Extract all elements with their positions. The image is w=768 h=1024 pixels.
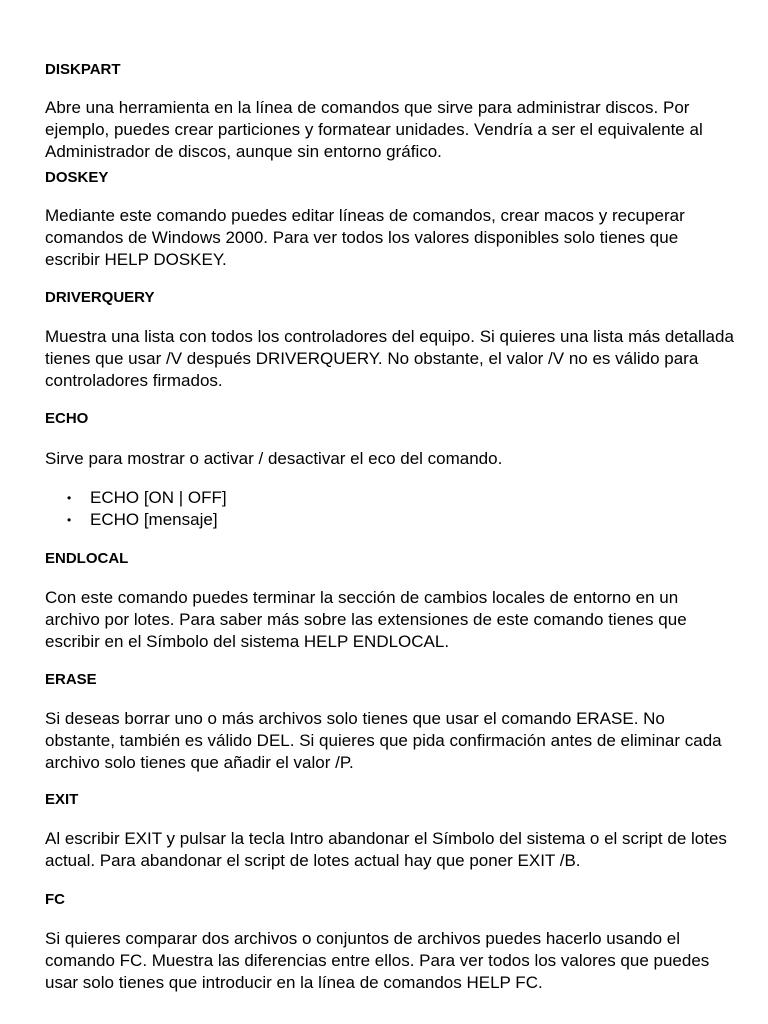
paragraph-doskey: Mediante este comando puedes editar líneas de comandos, crear macos y recuperar comandos de Windows 2000. Para ver todos los valores disponibles solo tienes que escribir HELP DOSKEY.: [45, 206, 685, 269]
echo-bullet-list: [45, 487, 227, 531]
paragraph-driverquery: Muestra una lista con todos los controladores del equipo. Si quieres una lista más detallada tienes que usar /V después DRIVERQUERY. No obstante, el valor /V no es válido para controladores firmados.: [45, 327, 734, 390]
heading-exit: EXIT: [45, 791, 79, 808]
paragraph-fc: Si quieres comparar dos archivos o conjuntos de archivos puedes hacerlo usando el comando FC. Muestra las diferencias entre ellos. Para ver todos los valores que puedes usar solo tienes que introducir en la línea de comandos HELP FC.: [45, 929, 710, 992]
bullet-icon: •: [67, 491, 72, 505]
heading-erase: ERASE: [45, 671, 97, 688]
paragraph-exit: Al escribir EXIT y pulsar la tecla Intro abandonar el Símbolo del sistema o el script de lotes actual. Para abandonar el script de lotes actual hay que poner EXIT /B.: [45, 829, 727, 870]
heading-endlocal: ENDLOCAL: [45, 550, 129, 567]
paragraph-endlocal: Con este comando puedes terminar la sección de cambios locales de entorno en un archivo por lotes. Para saber más sobre las extensiones de este comando tienes que escribir en el Símbolo del sistema HELP ENDLOCAL.: [45, 588, 687, 651]
paragraph-diskpart: Abre una herramienta en la línea de comandos que sirve para administrar discos. Por ejemplo, puedes crear particiones y formatear unidades. Vendría a ser el equivalente al Administrador de discos, aunque sin entorno gráfico.: [45, 98, 703, 161]
heading-diskpart: DISKPART: [45, 61, 121, 78]
list-item-text: ECHO [ON | OFF]: [90, 488, 227, 507]
list-item: [45, 487, 227, 509]
paragraph-echo: Sirve para mostrar o activar / desactivar el eco del comando.: [45, 449, 503, 468]
list-item: [45, 509, 227, 531]
bullet-icon: •: [67, 513, 72, 527]
list-item-text: ECHO [mensaje]: [90, 510, 218, 529]
heading-driverquery: DRIVERQUERY: [45, 289, 155, 306]
paragraph-erase: Si deseas borrar uno o más archivos solo tienes que usar el comando ERASE. No obstante, también es válido DEL. Si quieres que pida confirmación antes de eliminar cada archivo solo tienes que añadir el valor /P.: [45, 709, 722, 772]
heading-fc: FC: [45, 891, 65, 908]
heading-doskey: DOSKEY: [45, 169, 109, 186]
heading-echo: ECHO: [45, 410, 89, 427]
